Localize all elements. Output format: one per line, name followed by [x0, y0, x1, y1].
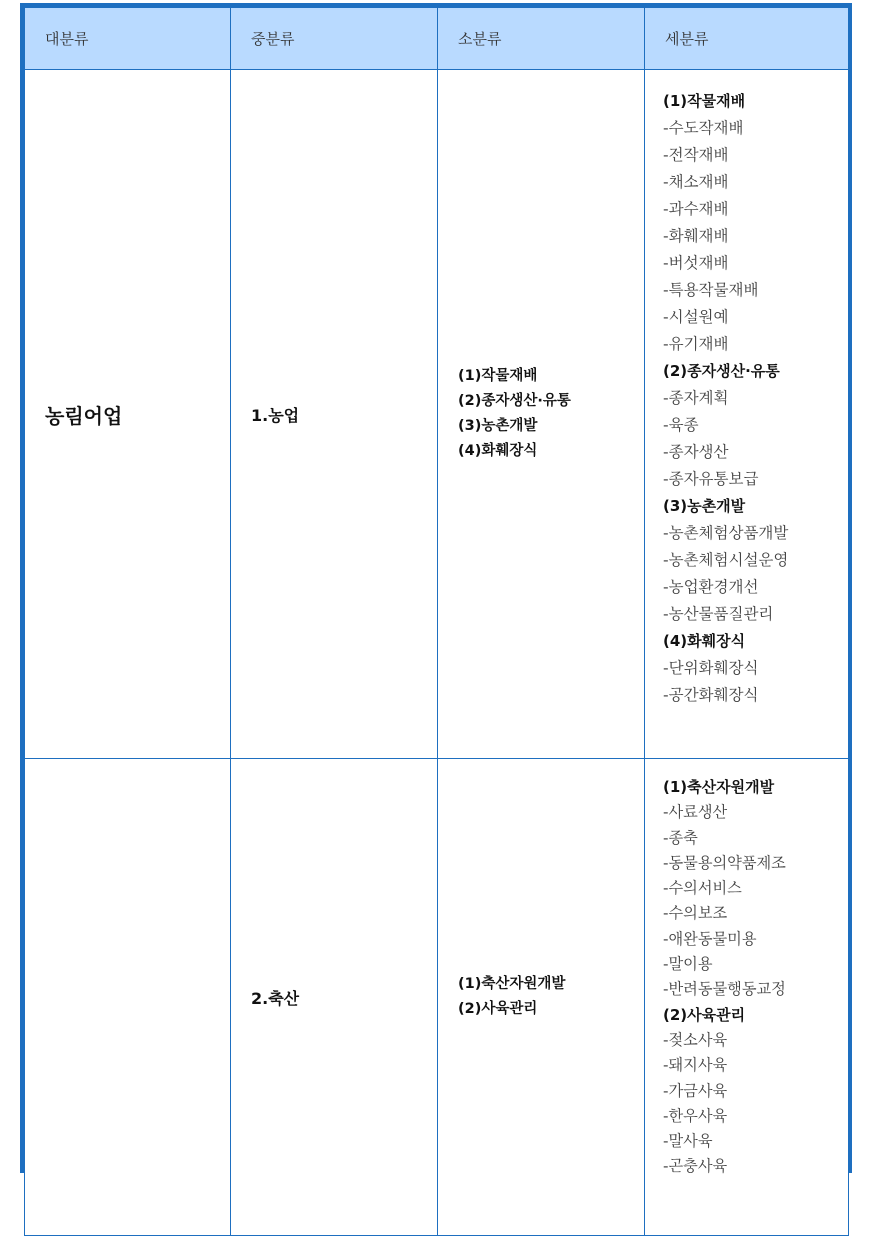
detail-item: -돼지사육 [663, 1056, 728, 1075]
detail-item: -종축 [663, 828, 698, 847]
detail-item: -시설원예 [663, 308, 729, 326]
detail-item: -곤충사육 [663, 1157, 728, 1176]
detail-item: -농촌체험시설운영 [663, 551, 789, 569]
detail-item: -애완동물미용 [663, 929, 757, 948]
small-category-item: (2)사육관리 [458, 1001, 538, 1017]
detail-item: -젖소사육 [663, 1030, 728, 1049]
small-category-item: (2)종자생산·유통 [458, 393, 571, 409]
header-major: 대분류 [25, 8, 231, 70]
detail-item: -반려동물행동교정 [663, 980, 786, 999]
detail-item: -육종 [663, 416, 699, 434]
detail-item: -농산물품질관리 [663, 605, 774, 623]
detail-item: -가금사육 [663, 1081, 728, 1100]
detail-group-title: (2)종자생산·유통 [663, 362, 780, 380]
detail-group-title: (3)농촌개발 [663, 497, 746, 515]
small-category-item: (1)축산자원개발 [458, 976, 566, 992]
small-category-cell [438, 70, 645, 759]
small-category-cell [438, 759, 645, 1236]
detail-item: -말사육 [663, 1132, 713, 1151]
detail-group-title: (1)작물재배 [663, 92, 746, 110]
header-mid: 중분류 [231, 8, 438, 70]
small-category-item: (4)화훼장식 [458, 443, 538, 459]
detail-item: -전작재배 [663, 146, 729, 164]
detail-category-cell [645, 759, 849, 1236]
table-header-row [25, 8, 849, 70]
detail-item: -유기재배 [663, 335, 729, 353]
detail-item: -동물용의약품제조 [663, 853, 786, 872]
detail-category-cell [645, 70, 849, 759]
major-category-cell: 농림어업 [25, 70, 231, 759]
classification-table [24, 7, 849, 1236]
header-small: 소분류 [438, 8, 645, 70]
mid-category-cell: 2.축산 [231, 759, 438, 1236]
detail-item: -수도작재배 [663, 119, 744, 137]
detail-item: -농촌체험상품개발 [663, 524, 789, 542]
detail-item: -종자생산 [663, 443, 729, 461]
detail-item: -특용작물재배 [663, 281, 759, 299]
mid-category-cell: 1.농업 [231, 70, 438, 759]
major-category-cell [25, 759, 231, 1236]
table-row [25, 759, 849, 1236]
detail-item: -단위화훼장식 [663, 659, 759, 677]
detail-item: -사료생산 [663, 803, 728, 822]
small-category-item: (1)작물재배 [458, 368, 538, 384]
detail-item: -수의보조 [663, 904, 728, 923]
detail-group-title: (1)축산자원개발 [663, 778, 775, 796]
detail-item: -종자계획 [663, 389, 729, 407]
detail-item: -과수재배 [663, 200, 729, 218]
detail-item: -화훼재배 [663, 227, 729, 245]
detail-item: -농업환경개선 [663, 578, 759, 596]
detail-item: -말이용 [663, 955, 713, 974]
detail-item: -한우사육 [663, 1106, 728, 1125]
table-frame [20, 3, 852, 1176]
header-detail: 세분류 [645, 8, 849, 70]
detail-item: -종자유통보급 [663, 470, 759, 488]
detail-item: -수의서비스 [663, 879, 742, 898]
detail-group-title: (4)화훼장식 [663, 632, 746, 650]
detail-item: -공간화훼장식 [663, 686, 759, 704]
small-category-item: (3)농촌개발 [458, 418, 538, 434]
detail-item: -채소재배 [663, 173, 729, 191]
table-row [25, 70, 849, 759]
detail-item: -버섯재배 [663, 254, 729, 272]
detail-group-title: (2)사육관리 [663, 1005, 746, 1024]
